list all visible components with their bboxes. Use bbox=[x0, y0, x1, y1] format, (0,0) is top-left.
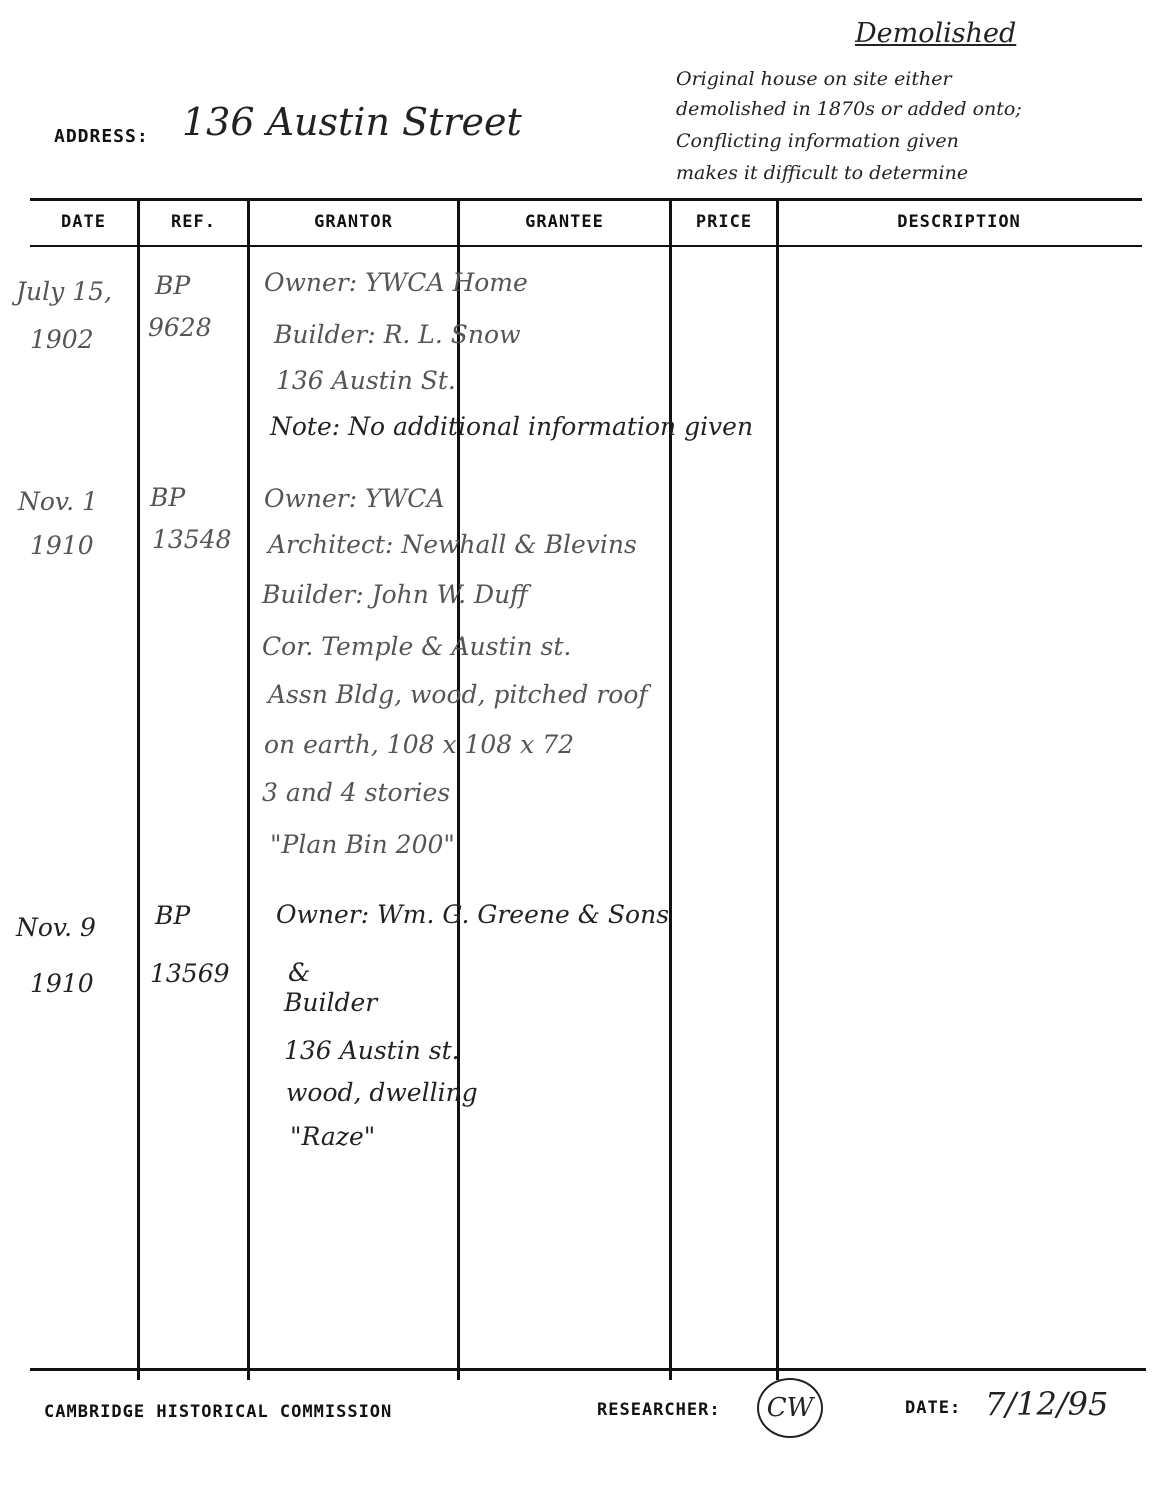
table-top-rule bbox=[30, 198, 1142, 201]
entry-ref: BP bbox=[155, 271, 191, 300]
column-header-ref: REF. bbox=[171, 212, 216, 232]
address-label: ADDRESS: bbox=[54, 126, 149, 147]
entry-detail-line: & bbox=[288, 958, 311, 987]
column-header-description: DESCRIPTION bbox=[897, 212, 1021, 232]
entry-detail-line: Owner: Wm. G. Greene & Sons bbox=[276, 900, 670, 929]
column-header-grantor: GRANTOR bbox=[314, 212, 393, 232]
note-line: makes it difficult to determine bbox=[676, 162, 969, 184]
commission-name: CAMBRIDGE HISTORICAL COMMISSION bbox=[44, 1402, 393, 1422]
entry-date: July 15, bbox=[16, 277, 112, 306]
column-divider bbox=[137, 200, 140, 1380]
entry-detail-line: Builder: R. L. Snow bbox=[274, 320, 521, 349]
header-bottom-rule bbox=[30, 245, 1142, 247]
entry-detail-line: "Raze" bbox=[290, 1122, 376, 1151]
table-bottom-rule bbox=[30, 1368, 1146, 1371]
column-divider bbox=[457, 200, 460, 1380]
column-header-grantee: GRANTEE bbox=[525, 212, 604, 232]
entry-detail-line: Builder: John W. Duff bbox=[262, 580, 528, 609]
address-value: 136 Austin Street bbox=[182, 100, 522, 144]
entry-date: Nov. 9 bbox=[16, 913, 96, 942]
entry-date: 1910 bbox=[30, 531, 94, 560]
entry-detail-line: wood, dwelling bbox=[286, 1078, 478, 1107]
column-header-price: PRICE bbox=[695, 212, 753, 232]
entry-detail-line: Assn Bldg, wood, pitched roof bbox=[268, 680, 648, 709]
status-note: Demolished bbox=[855, 18, 1017, 49]
entry-ref: BP bbox=[155, 901, 191, 930]
entry-detail-line: 136 Austin St. bbox=[276, 366, 456, 395]
entry-date: Nov. 1 bbox=[18, 487, 98, 516]
entry-detail-line: Owner: YWCA bbox=[264, 484, 445, 513]
column-divider bbox=[247, 200, 250, 1380]
entry-ref: 13569 bbox=[150, 959, 230, 988]
entry-detail-line: 3 and 4 stories bbox=[262, 778, 451, 807]
entry-detail-line: Architect: Newhall & Blevins bbox=[268, 530, 637, 559]
entry-detail-line: Owner: YWCA Home bbox=[264, 268, 528, 297]
entry-detail-line: Builder bbox=[284, 988, 378, 1017]
note-line: Conflicting information given bbox=[676, 130, 959, 152]
column-divider bbox=[669, 200, 672, 1380]
entry-detail-line: Note: No additional information given bbox=[270, 412, 754, 441]
entry-detail-line: 136 Austin st. bbox=[284, 1036, 460, 1065]
entry-detail-line: "Plan Bin 200" bbox=[270, 830, 455, 859]
note-line: demolished in 1870s or added onto; bbox=[676, 98, 1022, 120]
researcher-initials: CW bbox=[757, 1378, 823, 1438]
date-label: DATE: bbox=[905, 1398, 962, 1418]
column-divider bbox=[776, 200, 779, 1380]
researcher-label: RESEARCHER: bbox=[597, 1400, 721, 1420]
column-header-date: DATE bbox=[61, 212, 106, 232]
entry-date: 1902 bbox=[30, 325, 94, 354]
entry-ref: 9628 bbox=[148, 313, 212, 342]
entry-detail-line: Cor. Temple & Austin st. bbox=[262, 632, 572, 661]
entry-date: 1910 bbox=[30, 969, 94, 998]
entry-ref: BP bbox=[150, 483, 186, 512]
entry-ref: 13548 bbox=[152, 525, 232, 554]
entry-detail-line: on earth, 108 x 108 x 72 bbox=[264, 730, 575, 759]
note-line: Original house on site either bbox=[676, 68, 952, 90]
date-value: 7/12/95 bbox=[985, 1385, 1109, 1423]
